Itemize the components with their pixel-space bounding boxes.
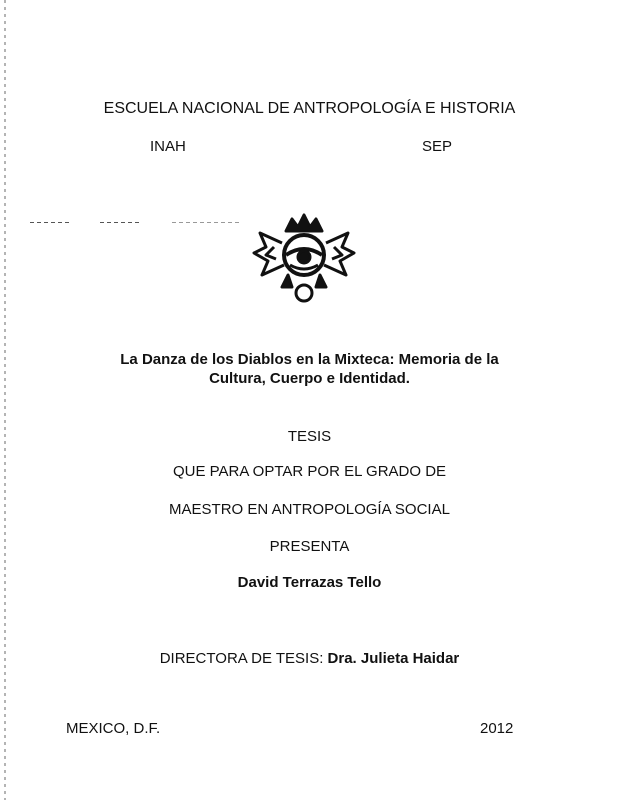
scan-edge-artifact — [4, 0, 6, 800]
thesis-title-line-1: La Danza de los Diablos en la Mixteca: Memoria de la — [120, 351, 499, 368]
presents-label: PRESENTA — [269, 538, 350, 555]
org-inah: INAH — [150, 138, 186, 155]
degree-line-2: MAESTRO EN ANTROPOLOGÍA SOCIAL — [169, 501, 450, 518]
director-label: DIRECTORA DE TESIS: — [159, 650, 324, 667]
enah-seal-logo — [248, 207, 360, 307]
thesis-title-line-2: Cultura, Cuerpo e Identidad. — [209, 370, 410, 387]
scan-dash-artifact — [100, 222, 140, 223]
author-name: David Terrazas Tello — [237, 574, 382, 591]
scan-dash-artifact — [30, 222, 72, 223]
scan-dash-artifact — [172, 222, 242, 223]
director-line — [0, 650, 619, 667]
year: 2012 — [480, 720, 514, 737]
org-sep: SEP — [422, 138, 453, 155]
place: MEXICO, D.F. — [66, 720, 161, 737]
institution-name: ESCUELA NACIONAL DE ANTROPOLOGÍA E HISTORIA — [103, 100, 516, 117]
degree-line-1: QUE PARA OPTAR POR EL GRADO DE — [172, 463, 447, 480]
document-type: TESIS — [287, 428, 332, 445]
director-name: Dra. Julieta Haidar — [327, 650, 460, 667]
